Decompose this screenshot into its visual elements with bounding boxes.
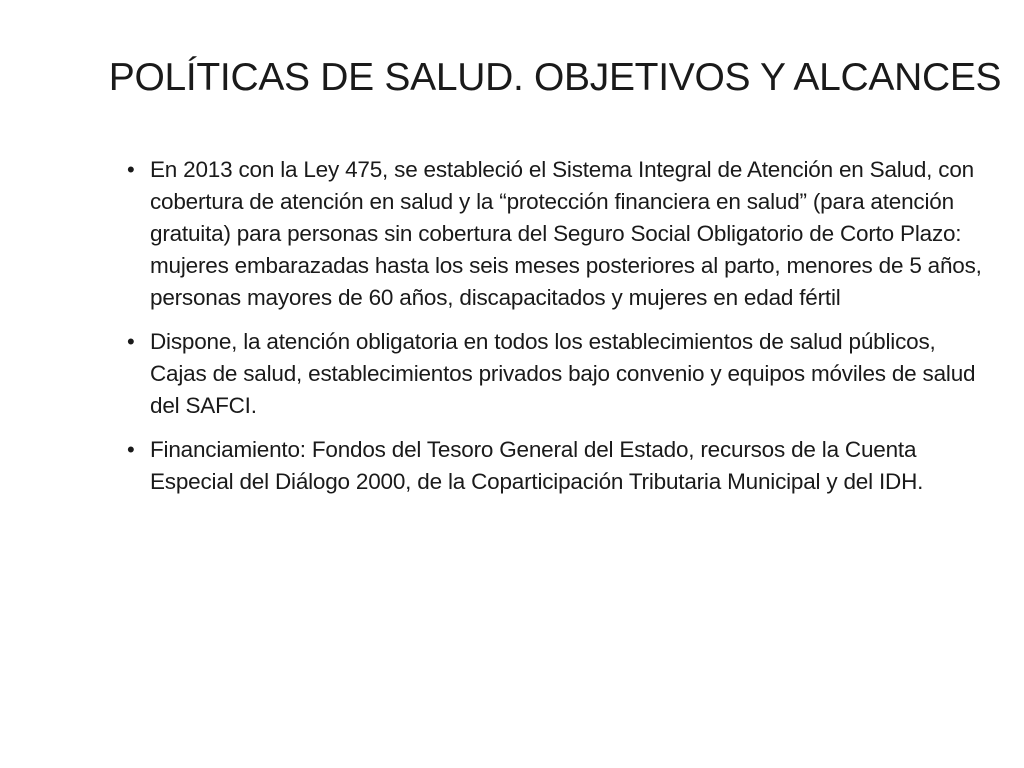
bullet-text: Dispone, la atención obligatoria en todos los establecimientos de salud públicos, Cajas de salud, establecimientos privados bajo convenio y equipos móviles de salud del SAFCI.: [150, 329, 976, 418]
bullet-text: Financiamiento: Fondos del Tesoro General del Estado, recursos de la Cuenta Especial del Diálogo 2000, de la Coparticipación Tributaria Municipal y del IDH.: [150, 437, 924, 494]
bullet-list: [126, 154, 982, 510]
bullet-icon: •: [127, 157, 135, 182]
bullet-icon: •: [127, 329, 135, 354]
bullet-text: En 2013 con la Ley 475, se estableció el Sistema Integral de Atención en Salud, con cobertura de atención en salud y la “protección financiera en salud” (para atención gratuita) para personas sin cobertura del Seguro Social Obligatorio de Corto Plazo: mujeres embarazadas hasta los seis meses posteriores al parto, menores de 5 años, personas mayores de 60 años, discapacitados y mujeres en edad fértil: [150, 157, 982, 310]
bullet-item-ley-475: [126, 154, 982, 314]
slide-title: POLÍTICAS DE SALUD. OBJETIVOS Y ALCANCES: [108, 56, 1002, 99]
bullet-item-financiamiento: [126, 434, 982, 498]
bullet-item-atencion-obligatoria: [126, 326, 982, 422]
bullet-icon: •: [127, 437, 135, 462]
